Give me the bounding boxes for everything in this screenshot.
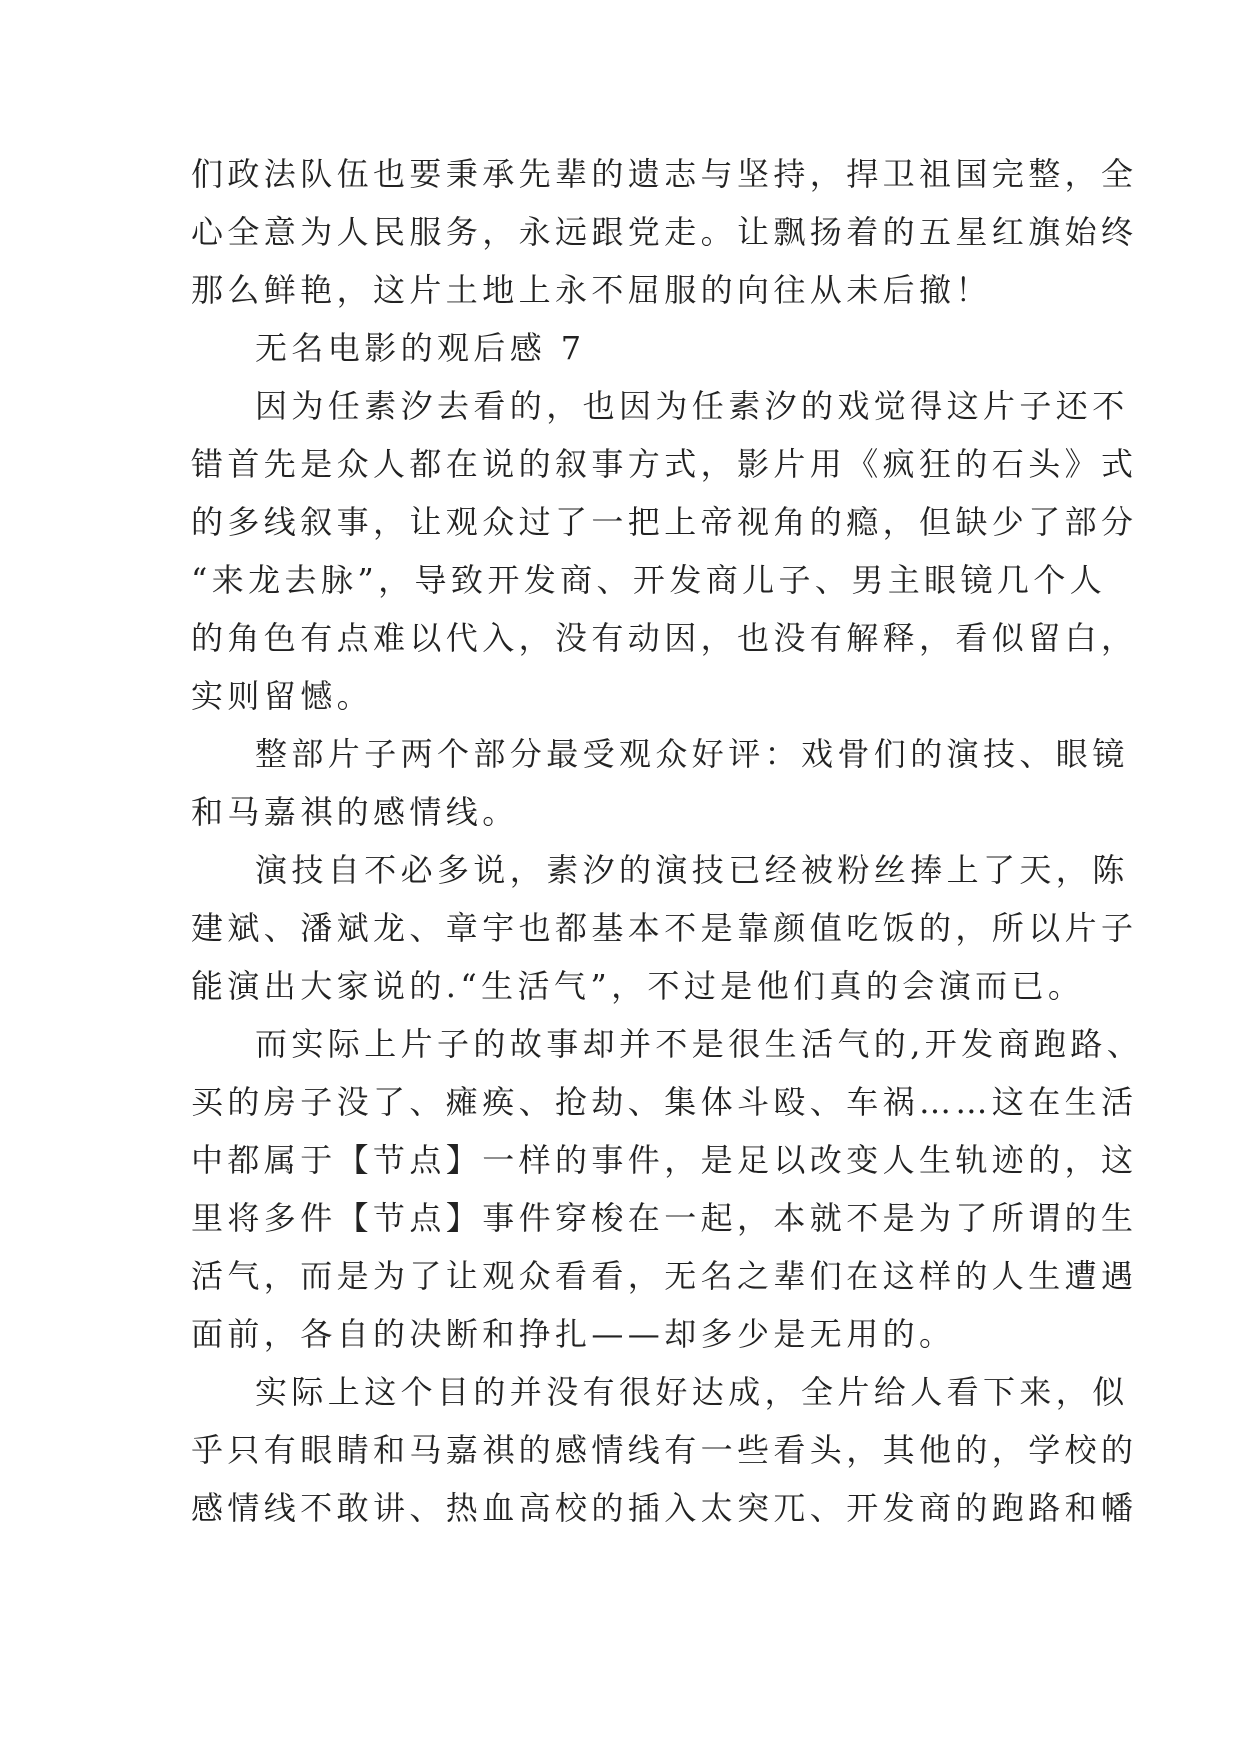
text-line: 买的房子没了、瘫痪、抢劫、集体斗殴、车祸……这在生活 — [191, 1083, 1138, 1121]
text-line: 和马嘉祺的感情线。 — [191, 793, 519, 831]
text-line: 活气，而是为了让观众看看，无名之辈们在这样的人生遭遇 — [191, 1257, 1138, 1295]
text-line: 感情线不敢讲、热血高校的插入太突兀、开发商的跑路和幡 — [191, 1489, 1138, 1527]
text-line: 建斌、潘斌龙、章宇也都基本不是靠颜值吃饭的，所以片子 — [191, 909, 1138, 947]
text-line: 们政法队伍也要秉承先辈的遗志与坚持，捍卫祖国完整，全 — [191, 155, 1138, 193]
text-line: 的多线叙事，让观众过了一把上帝视角的瘾，但缺少了部分 — [191, 503, 1138, 541]
text-line: “来龙去脉”，导致开发商、开发商儿子、男主眼镜几个人 — [191, 561, 1107, 599]
text-line: 面前，各自的决断和挣扎——却多少是无用的。 — [191, 1315, 956, 1353]
text-line: 实则留憾。 — [191, 677, 374, 715]
text-line: 因为任素汐去看的，也因为任素汐的戏觉得这片子还不 — [255, 387, 1129, 425]
text-line: 心全意为人民服务，永远跟党走。让飘扬着的五星红旗始终 — [191, 213, 1138, 251]
text-line: 的角色有点难以代入，没有动因，也没有解释，看似留白， — [191, 619, 1138, 657]
text-line: 中都属于【节点】一样的事件，是足以改变人生轨迹的，这 — [191, 1141, 1138, 1179]
text-line: 而实际上片子的故事却并不是很生活气的,开发商跑路、 — [255, 1025, 1144, 1063]
text-line: 演技自不必多说，素汐的演技已经被粉丝捧上了天，陈 — [255, 851, 1129, 889]
text-line: 乎只有眼睛和马嘉祺的感情线有一些看头，其他的，学校的 — [191, 1431, 1138, 1469]
text-line: 里将多件【节点】事件穿梭在一起，本就不是为了所谓的生 — [191, 1199, 1138, 1237]
text-line: 实际上这个目的并没有很好达成，全片给人看下来，似 — [255, 1373, 1129, 1411]
text-line: 错首先是众人都在说的叙事方式，影片用《疯狂的石头》式 — [191, 445, 1138, 483]
text-line: 能演出大家说的.“生活气”，不过是他们真的会演而已。 — [191, 967, 1085, 1005]
section-heading: 无名电影的观后感 7 — [255, 329, 586, 367]
text-line: 那么鲜艳，这片土地上永不屈服的向往从未后撤！ — [191, 271, 992, 309]
text-line: 整部片子两个部分最受观众好评：戏骨们的演技、眼镜 — [255, 735, 1129, 773]
